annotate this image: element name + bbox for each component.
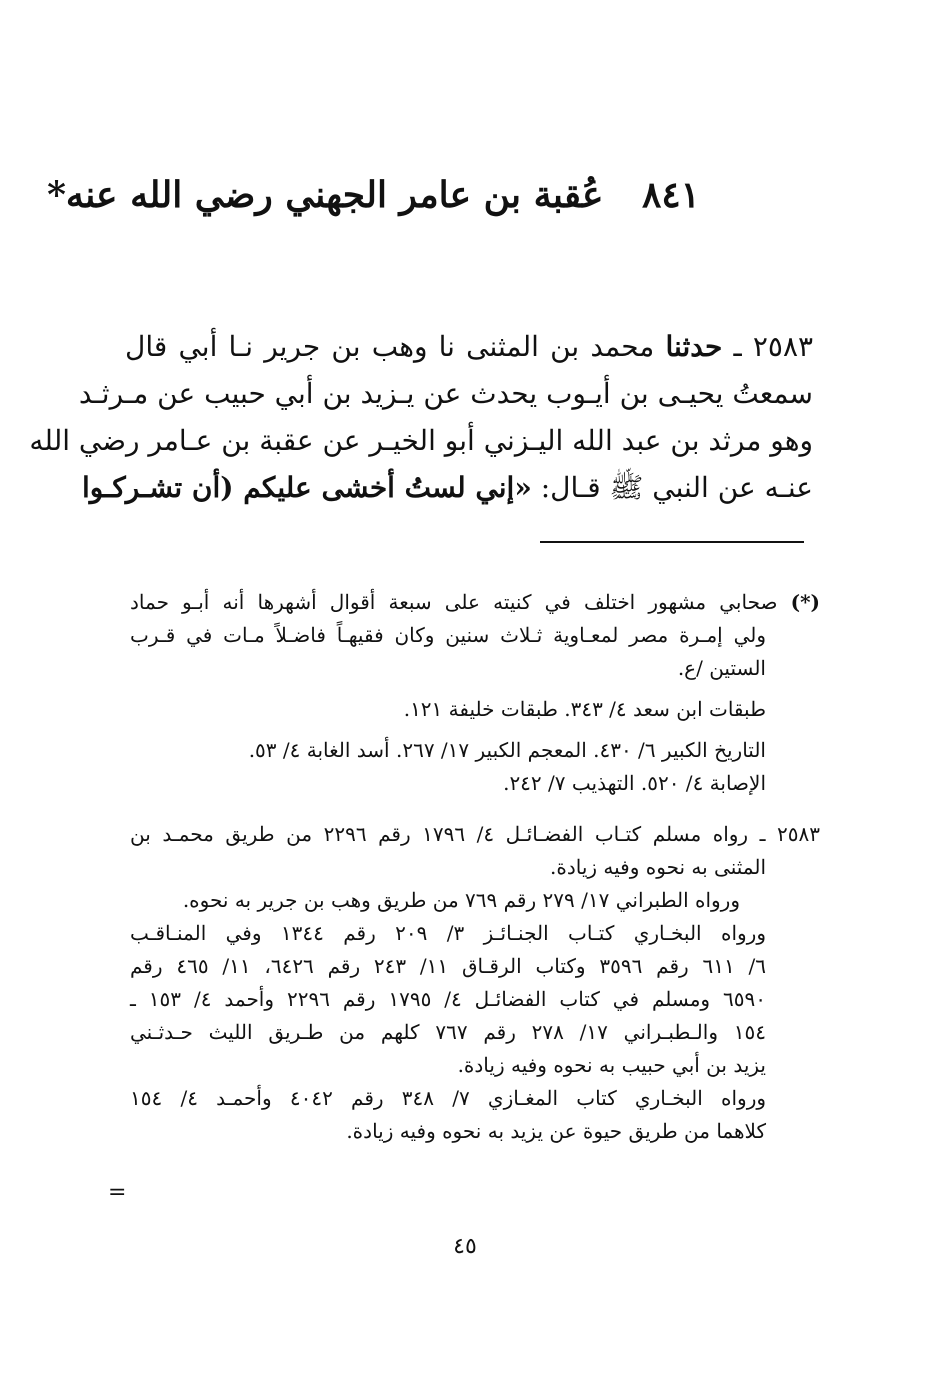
hadith-lead-word: حدثنا: [665, 330, 723, 363]
footnote-line: ٦/ ٦١١ رقم ٣٥٩٦ وكتاب الرقـاق ١١/ ٢٤٣ رقم ٦٤٢٦، ١١/ ٤٦٥ رقم: [130, 954, 766, 978]
chapter-number: ٨٤١: [641, 174, 700, 216]
footnote-line: كلاهما من طريق حيوة عن يزيد به نحوه وفيه زيادة.: [346, 1119, 766, 1143]
page-number: ٤٥: [453, 1234, 477, 1259]
footnotes: [130, 586, 820, 1148]
hadith-quote: «إني لستُ أخشى عليكم (أن تشـركـوا: [81, 471, 532, 504]
footnote-line: [130, 818, 820, 851]
footnote-reference: التاريخ الكبير ٦/ ٤٣٠. المعجم الكبير ١٧/ ٢٦٧. أسد الغابة ٤/ ٥٣.: [248, 738, 766, 762]
footnote-line: [130, 586, 820, 619]
footnote-line: ولي إمـرة مصر لمعـاوية ثـلاث سنين وكان فقيهـاً فاضـلاً مـات في قـرب: [130, 623, 766, 647]
footnote-line: ورواه البخـاري كتـاب الجنـائـز ٣/ ٢٠٩ رقم ١٣٤٤ وفي المنـاقـب: [130, 921, 766, 945]
footnote-line: ورواه الطبراني ١٧/ ٢٧٩ رقم ٧٦٩ من طريق وهب بن جرير به نحوه.: [182, 888, 740, 912]
footnote-separator: [540, 541, 804, 543]
footnote-companion-bio: [130, 586, 820, 685]
footnote-line: ٦٥٩٠ ومسلم في كتاب الفضائـل ٤/ ١٧٩٥ رقم ٢٢٩٦ وأحمد ٤/ ١٥٣ ـ: [130, 987, 766, 1011]
footnote-line: المثنى به نحوه وفيه زيادة.: [550, 855, 766, 879]
hadith-line-1-text: محمد بن المثنى نا وهب بن جرير نـا أبي قال: [125, 330, 655, 363]
chapter-title: [47, 168, 700, 222]
footnote-references: [130, 734, 820, 800]
footnote-line-text: رواه مسلم كتـاب الفضـائـل ٤/ ١٧٩٦ رقم ٢٢٩٦ من طريق محمـد بن: [130, 822, 749, 846]
hadith-number: ٢٥٨٣ ـ: [733, 330, 814, 363]
hadith-line-3: وهو مرثد بن عبد الله اليـزني أبو الخيـر عن عقبة بن عـامر رضي الله: [29, 424, 813, 457]
hadith-text: [29, 323, 814, 511]
continuation-mark: =: [108, 1180, 127, 1205]
footnote-reference: الإصابة ٤/ ٥٢٠. التهذيب ٧/ ٢٤٢.: [503, 771, 766, 795]
footnote-hadith-2583: [130, 818, 820, 1148]
hadith-line-4: [81, 464, 813, 511]
footnote-line: ورواه البخـاري كتاب المغـازي ٧/ ٣٤٨ رقم ٤٠٤٢ وأحمـد ٤/ ١٥٤: [130, 1086, 767, 1110]
hadith-line-2: سمعتُ يحيـى بن أيـوب يحدث عن يـزيد بن أبي حبيب عن مـرثـد: [78, 377, 813, 410]
footnote-hadith-number: ٢٥٨٣ ـ: [759, 822, 820, 846]
footnote-reference: طبقات ابن سعد ٤/ ٣٤٣. طبقات خليفة ١٢١.: [403, 697, 766, 721]
chapter-heading-text: عُقبة بن عامر الجهني رضي الله عنه*: [47, 174, 604, 216]
footnote-line: الستين /ع.: [677, 656, 766, 680]
footnote-references: [130, 693, 820, 726]
footnote-line: ١٥٤ والـطبـراني ١٧/ ٢٧٨ رقم ٧٦٧ كلهم من طـريق الليث حـدثـني: [130, 1020, 766, 1044]
footnote-star-marker: (*): [790, 590, 821, 614]
footnote-line: يزيد بن أبي حبيب به نحوه وفيه زيادة.: [457, 1053, 766, 1077]
hadith-line-1: [125, 323, 813, 370]
footnote-line-text: صحابي مشهور اختلف في كنيته على سبعة أقوال أشهرها أنه أبـو حماد: [130, 590, 778, 614]
hadith-line-4-text: عنـه عن النبي ﷺ قـال:: [540, 471, 813, 504]
